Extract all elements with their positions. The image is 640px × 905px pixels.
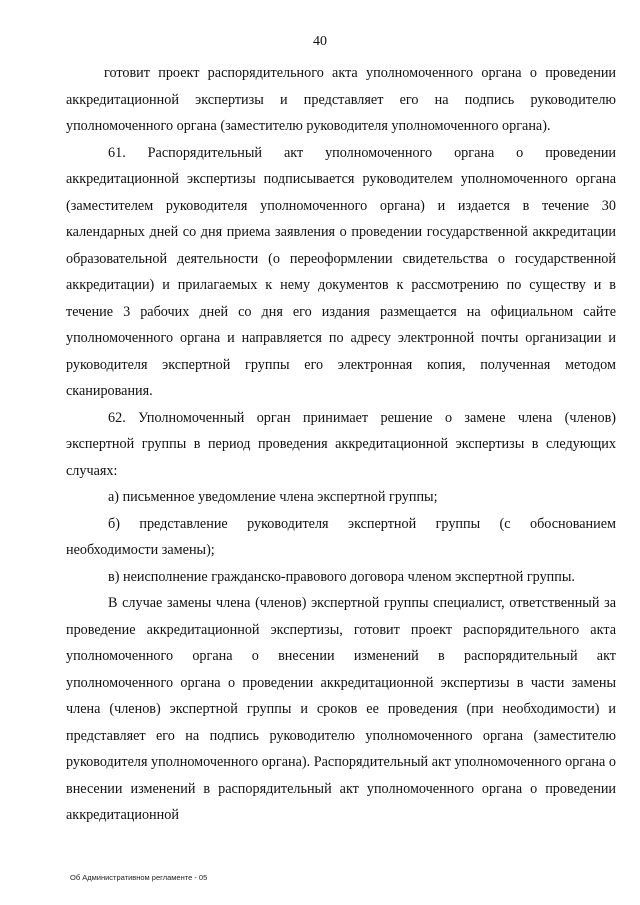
paragraph-62: 62. Уполномоченный орган принимает решение о замене члена (членов) экспертной группы в период проведения аккредитационной экспертизы в следующих случаях: bbox=[66, 409, 616, 479]
list-item-c: в) неисполнение гражданско-правового договора членом экспертной группы. bbox=[108, 568, 575, 585]
paragraph-continuation: готовит проект распорядительного акта уполномоченного органа о проведении аккредитационной экспертизы и представляет его на подпись руководителю уполномоченного органа (заместителю руководителя уполномоченного органа). bbox=[66, 65, 616, 134]
list-item-a: а) письменное уведомление члена экспертной группы; bbox=[108, 489, 438, 505]
paragraph-replacement: В случае замены члена (членов) экспертной группы специалист, ответственный за проведение аккредитационной экспертизы, готовит проект распорядительного акта уполномоченного органа о внесении изменений в распорядительный акт уполномоченного органа о проведении аккредитационной экспертизы в части замены члена (членов) экспертной группы и сроков ее проведения (при необходимости) и представляет его на подпись руководителю уполномоченного органа (заместителю руководителя уполномоченного органа). Распорядительный акт уполномоченного органа о внесении изменений в распорядительный акт уполномоченного органа о проведении аккредитационной bbox=[66, 595, 616, 823]
page-number: 40 bbox=[313, 34, 327, 49]
page-footer: Об Административном регламенте - 05 bbox=[70, 873, 208, 882]
document-body bbox=[66, 60, 616, 829]
list-item-b: б) представление руководителя экспертной группы (с обоснованием необходимости замены); bbox=[66, 515, 616, 558]
paragraph-61: 61. Распорядительный акт уполномоченного органа о проведении аккредитационной экспертизы подписывается руководителем уполномоченного органа (заместителем руководителя уполномоченного органа) и издается в течение 30 календарных дней со дня приема заявления о проведении государственной аккредитации образовательной деятельности (о переоформлении свидетельства о государственной аккредитации) и прилагаемых к нему документов к рассмотрению по существу и в течение 3 рабочих дней со дня его издания размещается на официальном сайте уполномоченного органа и направляется по адресу электронной почты организации и руководителя экспертной группы его электронная копия, полученная методом сканирования. bbox=[66, 144, 616, 399]
